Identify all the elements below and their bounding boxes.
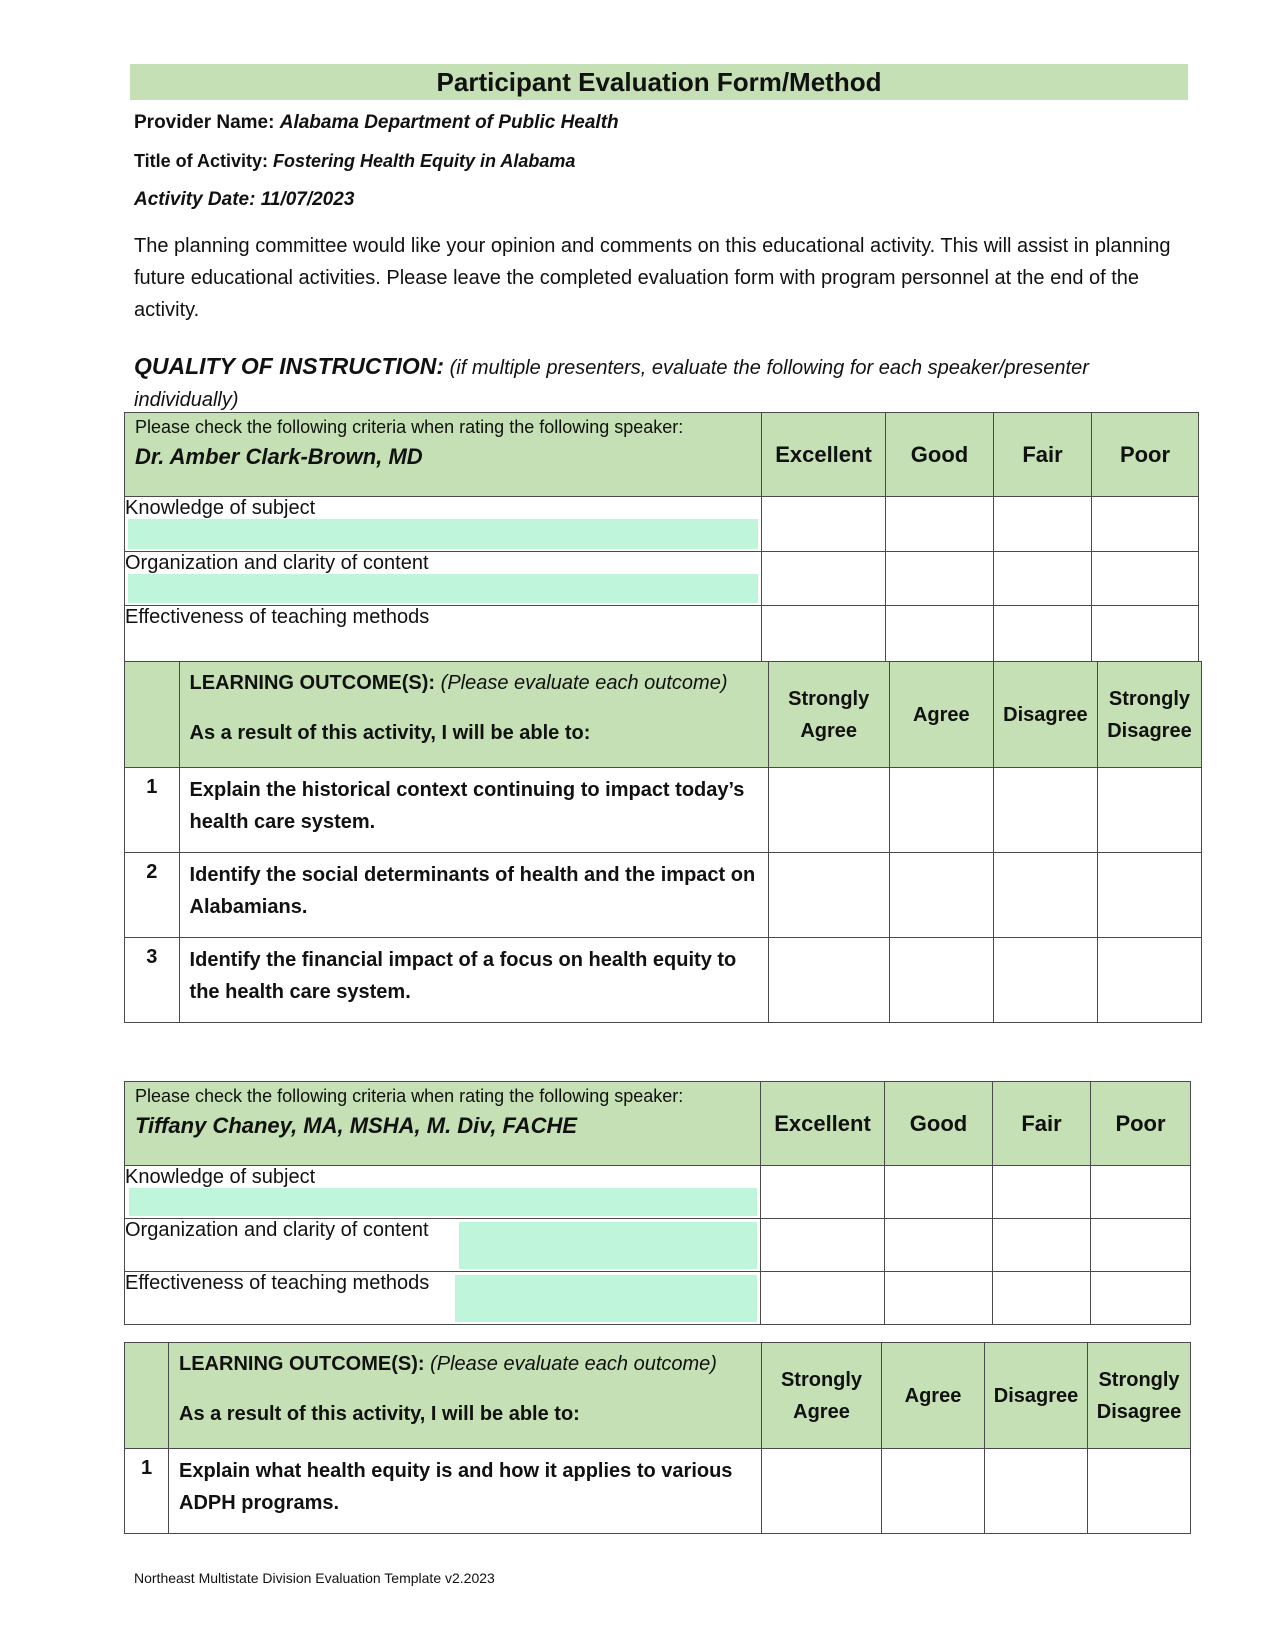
agree-header-disagree: Disagree <box>985 1343 1088 1449</box>
criterion-fill <box>128 519 758 549</box>
checkbox-strongly-agree[interactable] <box>768 938 889 1023</box>
rating-header-fair: Fair <box>994 413 1092 497</box>
rating-header-good: Good <box>885 1082 993 1166</box>
outcome-header-label: LEARNING OUTCOME(S): <box>189 672 436 694</box>
criterion-organization <box>125 1219 761 1272</box>
activity-value: Fostering Health Equity in Alabama <box>273 151 576 171</box>
checkbox-good[interactable] <box>886 497 994 552</box>
rating-header-good: Good <box>886 413 994 497</box>
checkbox-disagree[interactable] <box>993 938 1097 1023</box>
activity-line <box>134 151 575 172</box>
rating-header-excellent: Excellent <box>761 1082 885 1166</box>
checkbox-agree[interactable] <box>889 938 993 1023</box>
table-row <box>125 1166 1191 1219</box>
criterion-label: Organization and clarity of content <box>125 1219 429 1241</box>
outcome-text: Identify the financial impact of a focus on health equity to the health care system. <box>179 938 768 1023</box>
outcome-text: Explain what health equity is and how it applies to various ADPH programs. <box>169 1449 762 1534</box>
checkbox-strongly-agree[interactable] <box>762 1449 882 1534</box>
agree-header-strongly-disagree: Strongly Disagree <box>1088 1343 1191 1449</box>
checkbox-fair[interactable] <box>994 552 1092 606</box>
table-row <box>125 1449 1191 1534</box>
agree-header-strongly-agree: Strongly Agree <box>768 662 889 768</box>
checkbox-poor[interactable] <box>1091 1166 1191 1219</box>
table-row <box>125 497 1199 552</box>
outcome-header-note: (Please evaluate each outcome) <box>440 672 728 694</box>
criterion-label: Effectiveness of teaching methods <box>125 606 430 628</box>
checkbox-disagree[interactable] <box>993 768 1097 853</box>
rating-header-fair: Fair <box>993 1082 1091 1166</box>
checkbox-strongly-agree[interactable] <box>768 768 889 853</box>
criterion-effectiveness <box>125 1272 761 1325</box>
footer-text: Northeast Multistate Division Evaluation Template v2.2023 <box>134 1570 495 1586</box>
checkbox-poor[interactable] <box>1092 497 1199 552</box>
criteria-prompt: Please check the following criteria when rating the following speaker: <box>135 417 684 437</box>
checkbox-poor[interactable] <box>1092 552 1199 606</box>
outcome-header-lead: As a result of this activity, I will be able to: <box>189 722 591 744</box>
outcome-header <box>169 1343 762 1449</box>
outcome-number: 1 <box>125 1449 169 1534</box>
rating-header-excellent: Excellent <box>762 413 886 497</box>
agree-header-strongly-agree: Strongly Agree <box>762 1343 882 1449</box>
criterion-label: Effectiveness of teaching methods <box>125 1272 430 1294</box>
speaker2-rating-table <box>124 1081 1191 1325</box>
criterion-label: Knowledge of subject <box>125 497 316 519</box>
provider-line <box>134 112 619 134</box>
checkbox-strongly-agree[interactable] <box>768 853 889 938</box>
table-row <box>125 938 1202 1023</box>
checkbox-poor[interactable] <box>1091 1219 1191 1272</box>
table-row <box>125 853 1202 938</box>
form-title: Participant Evaluation Form/Method <box>130 64 1188 100</box>
outcome-header-label: LEARNING OUTCOME(S): <box>179 1353 425 1375</box>
checkbox-fair[interactable] <box>993 1166 1091 1219</box>
criteria-prompt: Please check the following criteria when rating the following speaker: <box>135 1086 684 1106</box>
agree-header-disagree: Disagree <box>993 662 1097 768</box>
checkbox-excellent[interactable] <box>762 606 886 662</box>
quality-heading <box>134 350 1194 416</box>
outcome-header <box>179 662 768 768</box>
criterion-fill <box>459 1222 757 1269</box>
quality-note: (if multiple presenters, evaluate the following for each speaker/presenter individually) <box>134 357 1089 411</box>
checkbox-strongly-disagree[interactable] <box>1097 768 1201 853</box>
speaker1-outcomes-table <box>124 661 1202 1023</box>
outcome-header-note: (Please evaluate each outcome) <box>430 1353 717 1375</box>
date-line <box>134 189 354 211</box>
speaker1-rating-table <box>124 412 1199 662</box>
rating-header-poor: Poor <box>1092 413 1199 497</box>
outcome-num-header <box>125 1343 169 1449</box>
checkbox-fair[interactable] <box>993 1272 1091 1325</box>
speaker2-header <box>125 1082 761 1166</box>
table-row <box>125 552 1199 606</box>
criterion-label: Knowledge of subject <box>125 1166 316 1188</box>
checkbox-excellent[interactable] <box>762 552 886 606</box>
speaker2-outcomes-table <box>124 1342 1191 1534</box>
outcome-number: 1 <box>125 768 180 853</box>
checkbox-disagree[interactable] <box>985 1449 1088 1534</box>
agree-header-strongly-disagree: Strongly Disagree <box>1097 662 1201 768</box>
checkbox-strongly-disagree[interactable] <box>1088 1449 1191 1534</box>
agree-header-agree: Agree <box>882 1343 985 1449</box>
speaker2-name: Tiffany Chaney, MA, MSHA, M. Div, FACHE <box>135 1113 578 1138</box>
checkbox-good[interactable] <box>885 1272 993 1325</box>
intro-paragraph: The planning committee would like your opinion and comments on this educational activity. This will assist in planning future educational activities. Please leave the completed evaluation form with program personnel at the end of the activity. <box>134 235 1171 321</box>
outcome-header-lead: As a result of this activity, I will be able to: <box>179 1403 580 1425</box>
checkbox-fair[interactable] <box>994 606 1092 662</box>
criterion-knowledge <box>125 1166 761 1219</box>
checkbox-poor[interactable] <box>1091 1272 1191 1325</box>
checkbox-strongly-disagree[interactable] <box>1097 853 1201 938</box>
checkbox-agree[interactable] <box>882 1449 985 1534</box>
criterion-label: Organization and clarity of content <box>125 552 429 574</box>
checkbox-fair[interactable] <box>994 497 1092 552</box>
criterion-effectiveness <box>125 606 762 662</box>
checkbox-good[interactable] <box>885 1166 993 1219</box>
speaker1-name: Dr. Amber Clark-Brown, MD <box>135 444 423 469</box>
outcome-number: 2 <box>125 853 180 938</box>
checkbox-strongly-disagree[interactable] <box>1097 938 1201 1023</box>
checkbox-excellent[interactable] <box>761 1219 885 1272</box>
checkbox-disagree[interactable] <box>993 853 1097 938</box>
checkbox-poor[interactable] <box>1092 606 1199 662</box>
checkbox-excellent[interactable] <box>761 1166 885 1219</box>
criterion-organization <box>125 552 762 606</box>
criterion-fill <box>128 574 758 603</box>
activity-label: Title of Activity: <box>134 151 269 171</box>
outcome-num-header <box>125 662 180 768</box>
checkbox-good[interactable] <box>886 606 994 662</box>
checkbox-agree[interactable] <box>889 853 993 938</box>
table-row <box>125 1219 1191 1272</box>
checkbox-agree[interactable] <box>889 768 993 853</box>
table-row <box>125 1272 1191 1325</box>
criterion-fill <box>455 1275 757 1322</box>
checkbox-fair[interactable] <box>993 1219 1091 1272</box>
quality-label: QUALITY OF INSTRUCTION: <box>134 353 445 379</box>
checkbox-excellent[interactable] <box>762 497 886 552</box>
provider-value: Alabama Department of Public Health <box>279 112 619 133</box>
checkbox-good[interactable] <box>886 552 994 606</box>
rating-header-poor: Poor <box>1091 1082 1191 1166</box>
checkbox-excellent[interactable] <box>761 1272 885 1325</box>
criterion-fill <box>129 1188 757 1216</box>
checkbox-good[interactable] <box>885 1219 993 1272</box>
date-value: 11/07/2023 <box>260 189 355 210</box>
table-row <box>125 606 1199 662</box>
provider-label: Provider Name: <box>134 112 275 133</box>
outcome-text: Explain the historical context continuing to impact today’s health care system. <box>179 768 768 853</box>
outcome-number: 3 <box>125 938 180 1023</box>
outcome-text: Identify the social determinants of health and the impact on Alabamians. <box>179 853 768 938</box>
date-label: Activity Date: <box>134 189 256 210</box>
criterion-knowledge <box>125 497 762 552</box>
speaker1-header <box>125 413 762 497</box>
agree-header-agree: Agree <box>889 662 993 768</box>
table-row <box>125 768 1202 853</box>
